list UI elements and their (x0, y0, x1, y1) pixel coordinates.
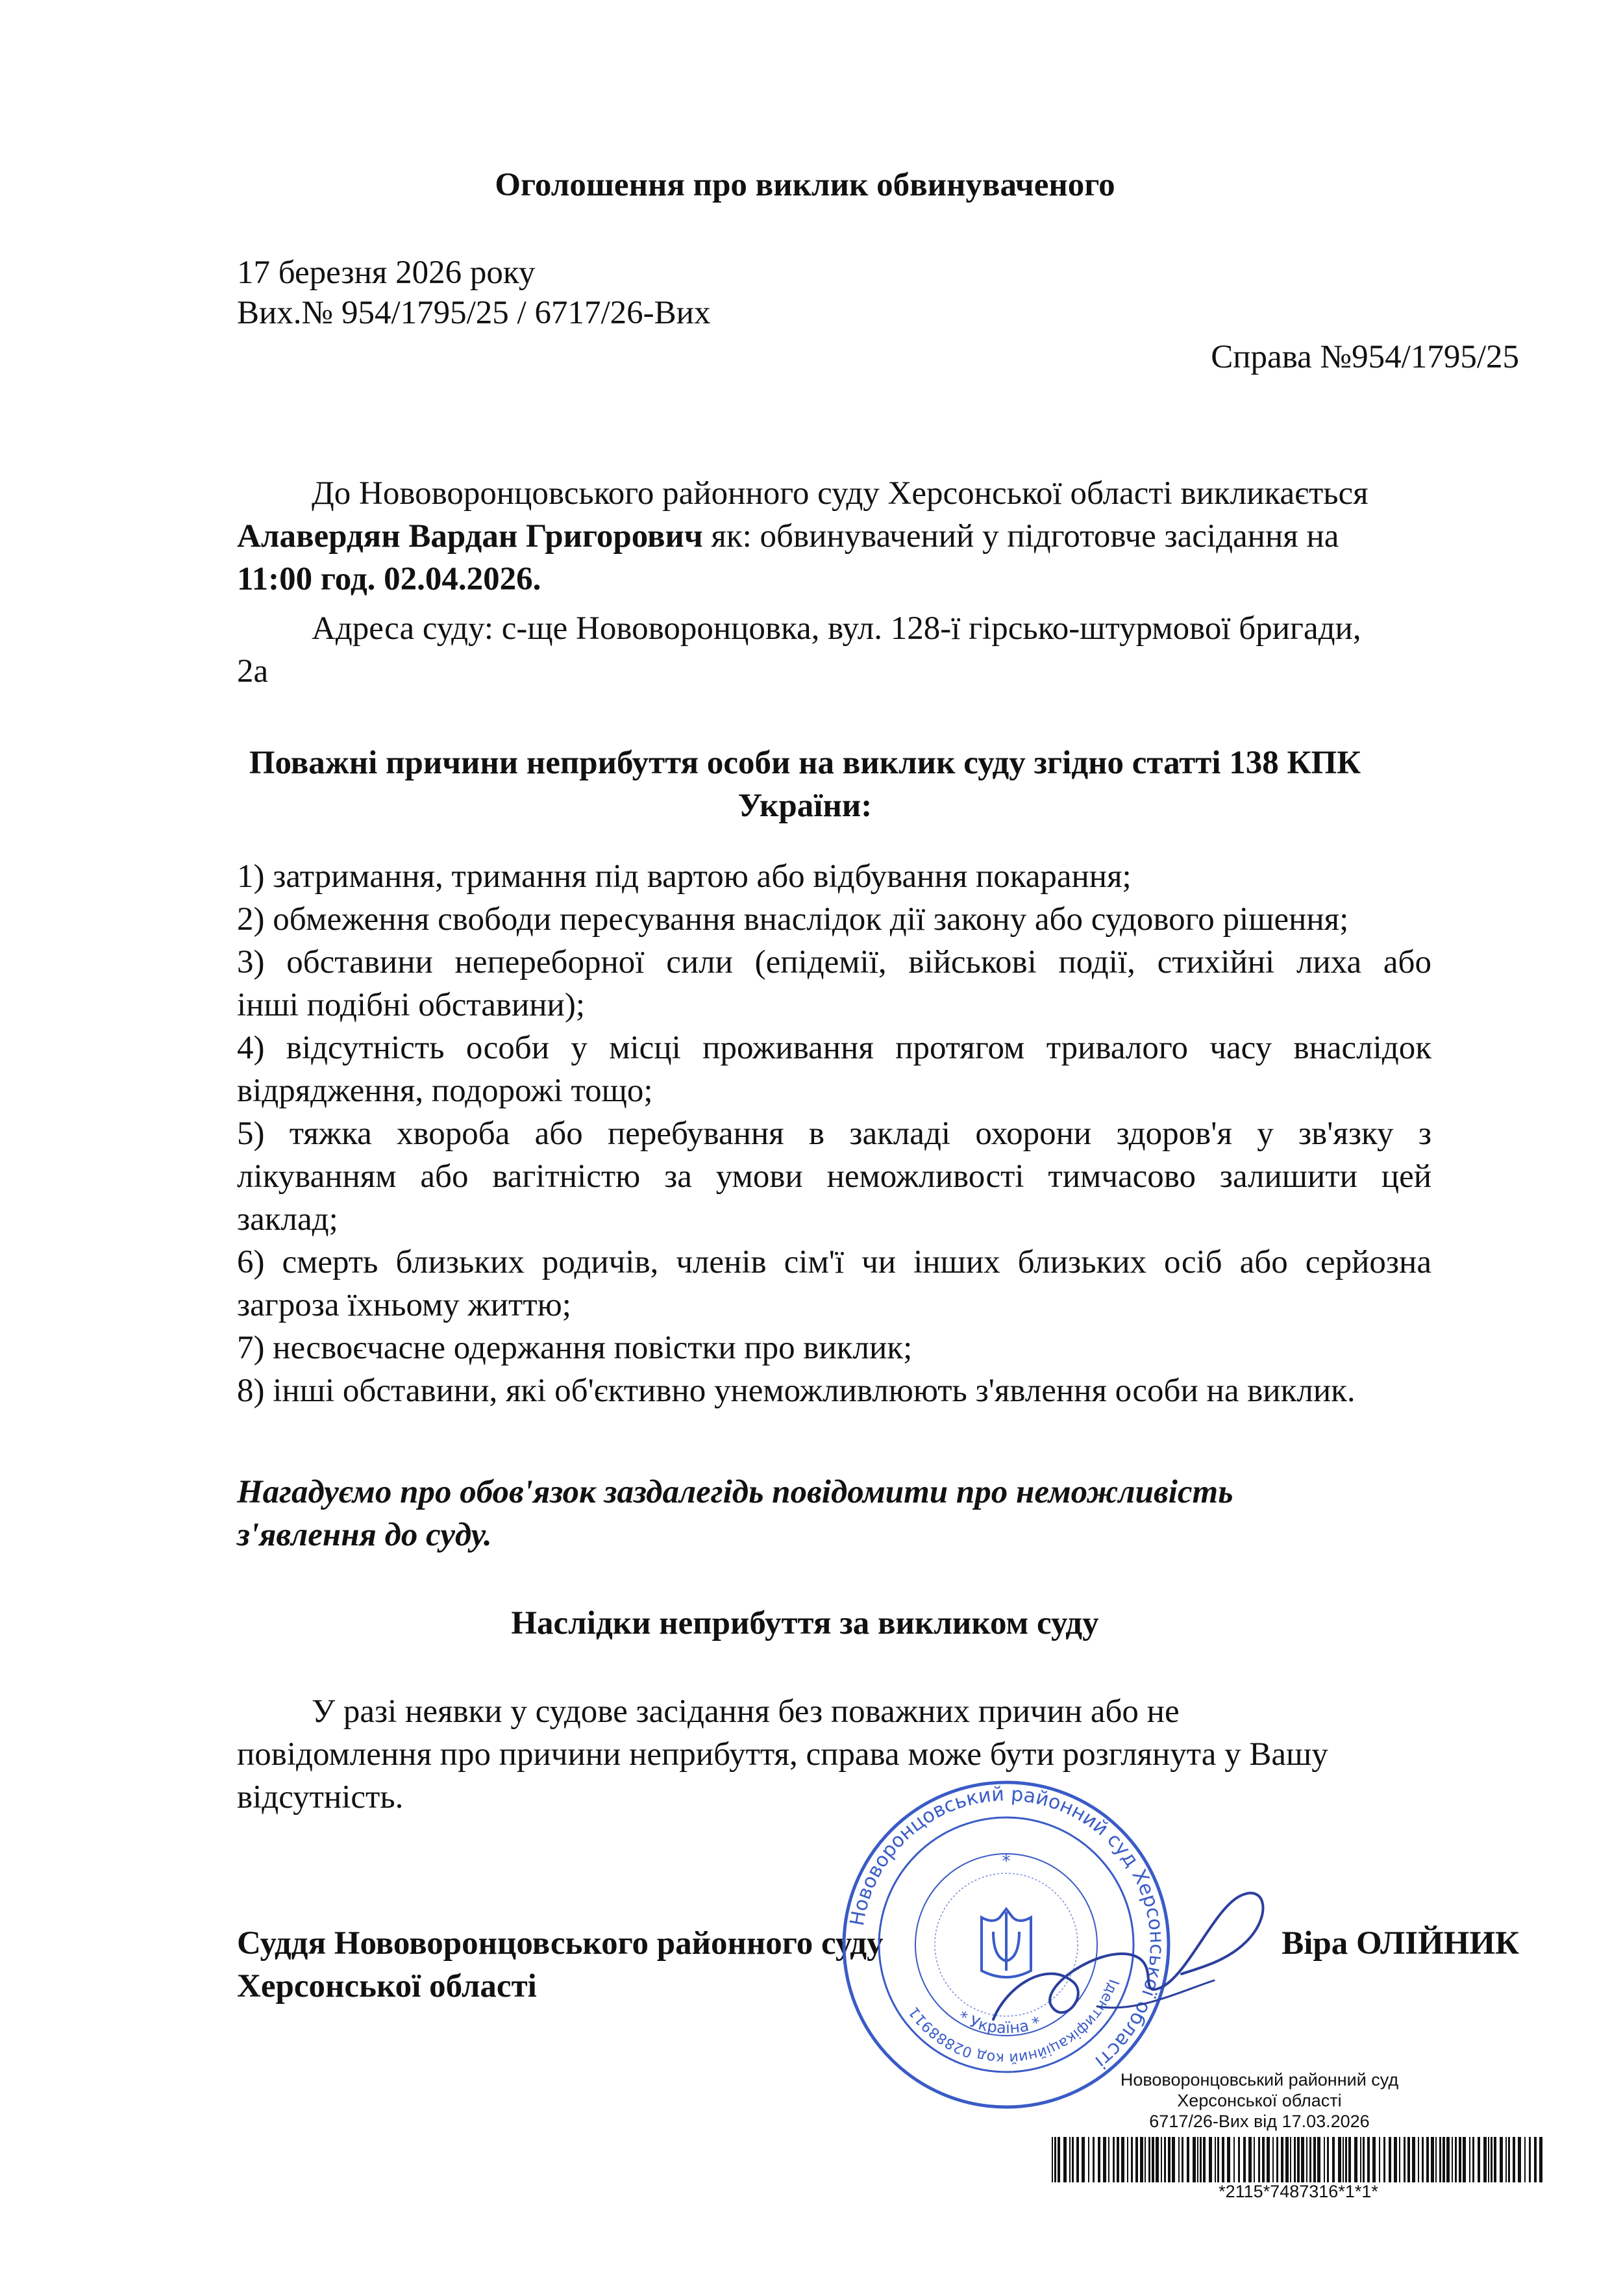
outgoing-number: Вих.№ 954/1795/25 / 6717/26-Вих (237, 295, 711, 331)
reason-line: загроза їхньому життю; (237, 1287, 571, 1323)
barcode-bar (1404, 2137, 1406, 2182)
summons-line-3 (237, 560, 541, 599)
barcode-bar (1072, 2137, 1074, 2182)
barcode-bar (1446, 2137, 1450, 2182)
reason-line: лікуванням або вагітністю за умови неможливості тимчасово залишити цей (237, 1158, 1431, 1195)
summons-role: як: обвинувачений у підготовче засідання на (702, 518, 1339, 555)
barcode-bar (1407, 2137, 1410, 2182)
hearing-time-date: 11:00 год. 02.04.2026 (237, 561, 533, 597)
barcode-bar (1491, 2137, 1492, 2182)
barcode-bar (1063, 2137, 1067, 2182)
barcode-bar (1172, 2137, 1175, 2182)
barcode-bar (1108, 2137, 1109, 2182)
barcode-bar (1439, 2137, 1441, 2182)
stamp-outer-text: Нововоронцовський районний суд Херсонської області (845, 1782, 1169, 2073)
barcode-bar (1290, 2137, 1291, 2182)
court-address-line-1: Адреса суду: с-ще Нововоронцовка, вул. 128-ї гірсько-штурмової бригади, (312, 610, 1361, 647)
reason-line: 1) затримання, тримання під вартою або відбування покарання; (237, 858, 1132, 895)
barcode-bar (1469, 2137, 1470, 2182)
judge-name: Віра ОЛІЙНИК (1282, 1925, 1519, 1962)
barcode-bar (1332, 2137, 1335, 2182)
barcode-bar (1276, 2137, 1278, 2182)
accused-name: Алавердян Вардан Григорович (237, 518, 703, 555)
case-number: Справа №954/1795/25 (1211, 339, 1519, 375)
barcode-bar (1309, 2137, 1311, 2182)
judge-position-line-2: Херсонської області (237, 1968, 537, 2004)
barcode-bar (1267, 2137, 1270, 2182)
barcode-bar (1317, 2137, 1320, 2182)
barcode-bar (1164, 2137, 1166, 2182)
registration-barcode (1052, 2137, 1545, 2182)
barcode-bar (1054, 2137, 1056, 2182)
barcode-bar (1297, 2137, 1300, 2182)
reason-line: інші подібні обставини); (237, 987, 585, 1023)
barcode-bar (1418, 2137, 1419, 2182)
summons-line-2 (237, 517, 1339, 556)
barcode-bar (1140, 2137, 1143, 2182)
barcode-bar (1399, 2137, 1400, 2182)
barcode-bar (1076, 2137, 1079, 2182)
barcode-bar (1082, 2137, 1085, 2182)
reason-line: 3) обставини непереборної сили (епідемії, військові події, стихійні лиха або (237, 944, 1431, 980)
barcode-bar (1463, 2137, 1466, 2182)
barcode-bar (1187, 2137, 1189, 2182)
consequences-line-3: відсутність. (237, 1779, 404, 1816)
document-date: 17 березня 2026 року (237, 255, 536, 291)
barcode-bar (1168, 2137, 1170, 2182)
barcode-bar (1215, 2137, 1216, 2182)
judge-handwritten-signature (967, 1857, 1305, 2065)
barcode-bar (1203, 2137, 1206, 2182)
reason-line: 4) відсутність особи у місці проживання протягом тривалого часу внаслідок (237, 1030, 1431, 1066)
barcode-bar (1422, 2137, 1424, 2182)
barcode-bar (1121, 2137, 1124, 2182)
barcode-bar (1093, 2137, 1095, 2182)
barcode-bar (1379, 2137, 1380, 2182)
barcode-bar (1488, 2137, 1489, 2182)
barcode-bar (1539, 2137, 1542, 2182)
barcode-bar (1262, 2137, 1265, 2182)
barcode-bar (1505, 2137, 1507, 2182)
stamp-inner-text: Ідентифікаційний код 02888911 (906, 1977, 1122, 2067)
barcode-bar (1182, 2137, 1183, 2182)
reason-line: 6) смерть близьких родичів, членів сім'ї чи інших близьких осіб або серйозна (237, 1244, 1431, 1280)
barcode-bar (1217, 2137, 1219, 2182)
barcode-bar (1483, 2137, 1487, 2182)
summons-period: . (532, 561, 541, 597)
barcode-bar (1389, 2137, 1391, 2182)
reasons-heading-line-2: України: (737, 788, 873, 824)
barcode-bar (1254, 2137, 1255, 2182)
barcode-bar (1285, 2137, 1289, 2182)
stamp-bottom-text: * Україна * (955, 2007, 1043, 2038)
barcode-bar (1209, 2137, 1212, 2182)
barcode-bar (1294, 2137, 1296, 2182)
barcode-bar (1345, 2137, 1347, 2182)
barcode-bar (1156, 2137, 1159, 2182)
barcode-bar (1052, 2137, 1053, 2182)
barcode-bar (1148, 2137, 1150, 2182)
barcode-bar (1327, 2137, 1329, 2182)
barcode-bar (1529, 2137, 1531, 2182)
barcode-bar (1472, 2137, 1474, 2182)
barcode-bar (1238, 2137, 1240, 2182)
barcode-bar (1534, 2137, 1537, 2182)
barcode-bar (1313, 2137, 1316, 2182)
barcode-bar (1145, 2137, 1146, 2182)
barcode-bar (1161, 2137, 1162, 2182)
reason-line: 8) інші обставини, які об'єктивно унеможливлюють з'явлення особи на виклик. (237, 1373, 1356, 1409)
court-address-line-2: 2а (237, 653, 269, 690)
consequences-line-2: повідомлення про причини неприбуття, справа може бути розглянута у Вашу (237, 1736, 1328, 1773)
barcode-bar (1306, 2137, 1307, 2182)
barcode-bar (1459, 2137, 1461, 2182)
summons-line-1: До Нововоронцовського районного суду Херсонської області викликається (312, 475, 1368, 512)
barcode-bar (1348, 2137, 1351, 2182)
barcode-bar (1243, 2137, 1246, 2182)
barcode-bar (1354, 2137, 1357, 2182)
barcode-bar (1513, 2137, 1515, 2182)
barcode-bar (1227, 2137, 1230, 2182)
barcode-bar (1193, 2137, 1196, 2182)
barcode-bar (1069, 2137, 1071, 2182)
reason-line: відрядження, подорожі тощо; (237, 1073, 653, 1109)
document-title: Оголошення про виклик обвинуваченого (495, 167, 1115, 203)
barcode-bar (1524, 2137, 1526, 2182)
barcode-bar (1197, 2137, 1198, 2182)
footer-barcode-text: *2115*7487316*1*1* (1219, 2182, 1378, 2201)
barcode-bar (1431, 2137, 1434, 2182)
barcode-bar (1152, 2137, 1154, 2182)
barcode-bar (1272, 2137, 1274, 2182)
barcode-bar (1258, 2137, 1260, 2182)
barcode-bar (1098, 2137, 1100, 2182)
barcode-bar (1301, 2137, 1304, 2182)
barcode-bar (1363, 2137, 1365, 2182)
barcode-bar (1103, 2137, 1106, 2182)
consequences-heading: Наслідки неприбуття за викликом суду (511, 1605, 1099, 1641)
barcode-bar (1117, 2137, 1119, 2182)
barcode-bar (1435, 2137, 1437, 2182)
barcode-bar (1360, 2137, 1361, 2182)
barcode-bar (1426, 2137, 1429, 2182)
barcode-bar (1088, 2137, 1089, 2182)
consequences-line-1: У разі неявки у судове засідання без поважних причин або не (312, 1693, 1180, 1730)
barcode-bar (1178, 2137, 1180, 2182)
reason-line: заклад; (237, 1201, 338, 1238)
barcode-bar (1394, 2137, 1397, 2182)
barcode-bar (1478, 2137, 1480, 2182)
barcode-bar (1443, 2137, 1445, 2182)
reminder-line-2: з'явлення до суду. (237, 1517, 492, 1553)
barcode-bar (1500, 2137, 1503, 2182)
footer-region: Херсонської області (1177, 2091, 1342, 2110)
reminder-line-1: Нагадуємо про обов'язок заздалегідь повідомити про неможливість (237, 1474, 1233, 1510)
barcode-bar (1383, 2137, 1385, 2182)
barcode-bar (1494, 2137, 1496, 2182)
barcode-bar (1452, 2137, 1453, 2182)
barcode-bar (1412, 2137, 1415, 2182)
reason-line: 5) тяжка хвороба або перебування в закладі охорони здоров'я у зв'язку з (237, 1116, 1431, 1152)
barcode-bar (1135, 2137, 1138, 2182)
barcode-bar (1127, 2137, 1128, 2182)
barcode-bar (1324, 2137, 1325, 2182)
barcode-bar (1248, 2137, 1252, 2182)
barcode-bar (1367, 2137, 1370, 2182)
barcode-bar (1518, 2137, 1521, 2182)
barcode-bar (1058, 2137, 1060, 2182)
barcode-bar (1508, 2137, 1510, 2182)
footer-registration: 6717/26-Вих від 17.03.2026 (1149, 2112, 1370, 2131)
barcode-bar (1200, 2137, 1202, 2182)
barcode-bar (1372, 2137, 1376, 2182)
barcode-bar (1233, 2137, 1235, 2182)
footer-court-name: Нововоронцовський районний суд (1120, 2070, 1399, 2090)
barcode-bar (1343, 2137, 1344, 2182)
reason-line: 2) обмеження свободи пересування внаслідок дії закону або судового рішення; (237, 901, 1349, 938)
barcode-bar (1455, 2137, 1457, 2182)
barcode-bar (1113, 2137, 1115, 2182)
reason-line: 7) несвоєчасне одержання повістки про виклик; (237, 1330, 913, 1366)
judge-position-line-1: Суддя Нововоронцовського районного суду (237, 1925, 884, 1962)
barcode-bar (1281, 2137, 1283, 2182)
barcode-bar (1338, 2137, 1341, 2182)
barcode-bar (1222, 2137, 1224, 2182)
barcode-bar (1131, 2137, 1133, 2182)
reasons-heading-line-1: Поважні причини неприбуття особи на виклик суду згідно статті 138 КПК (249, 745, 1361, 781)
svg-text:*: * (1002, 1852, 1011, 1871)
